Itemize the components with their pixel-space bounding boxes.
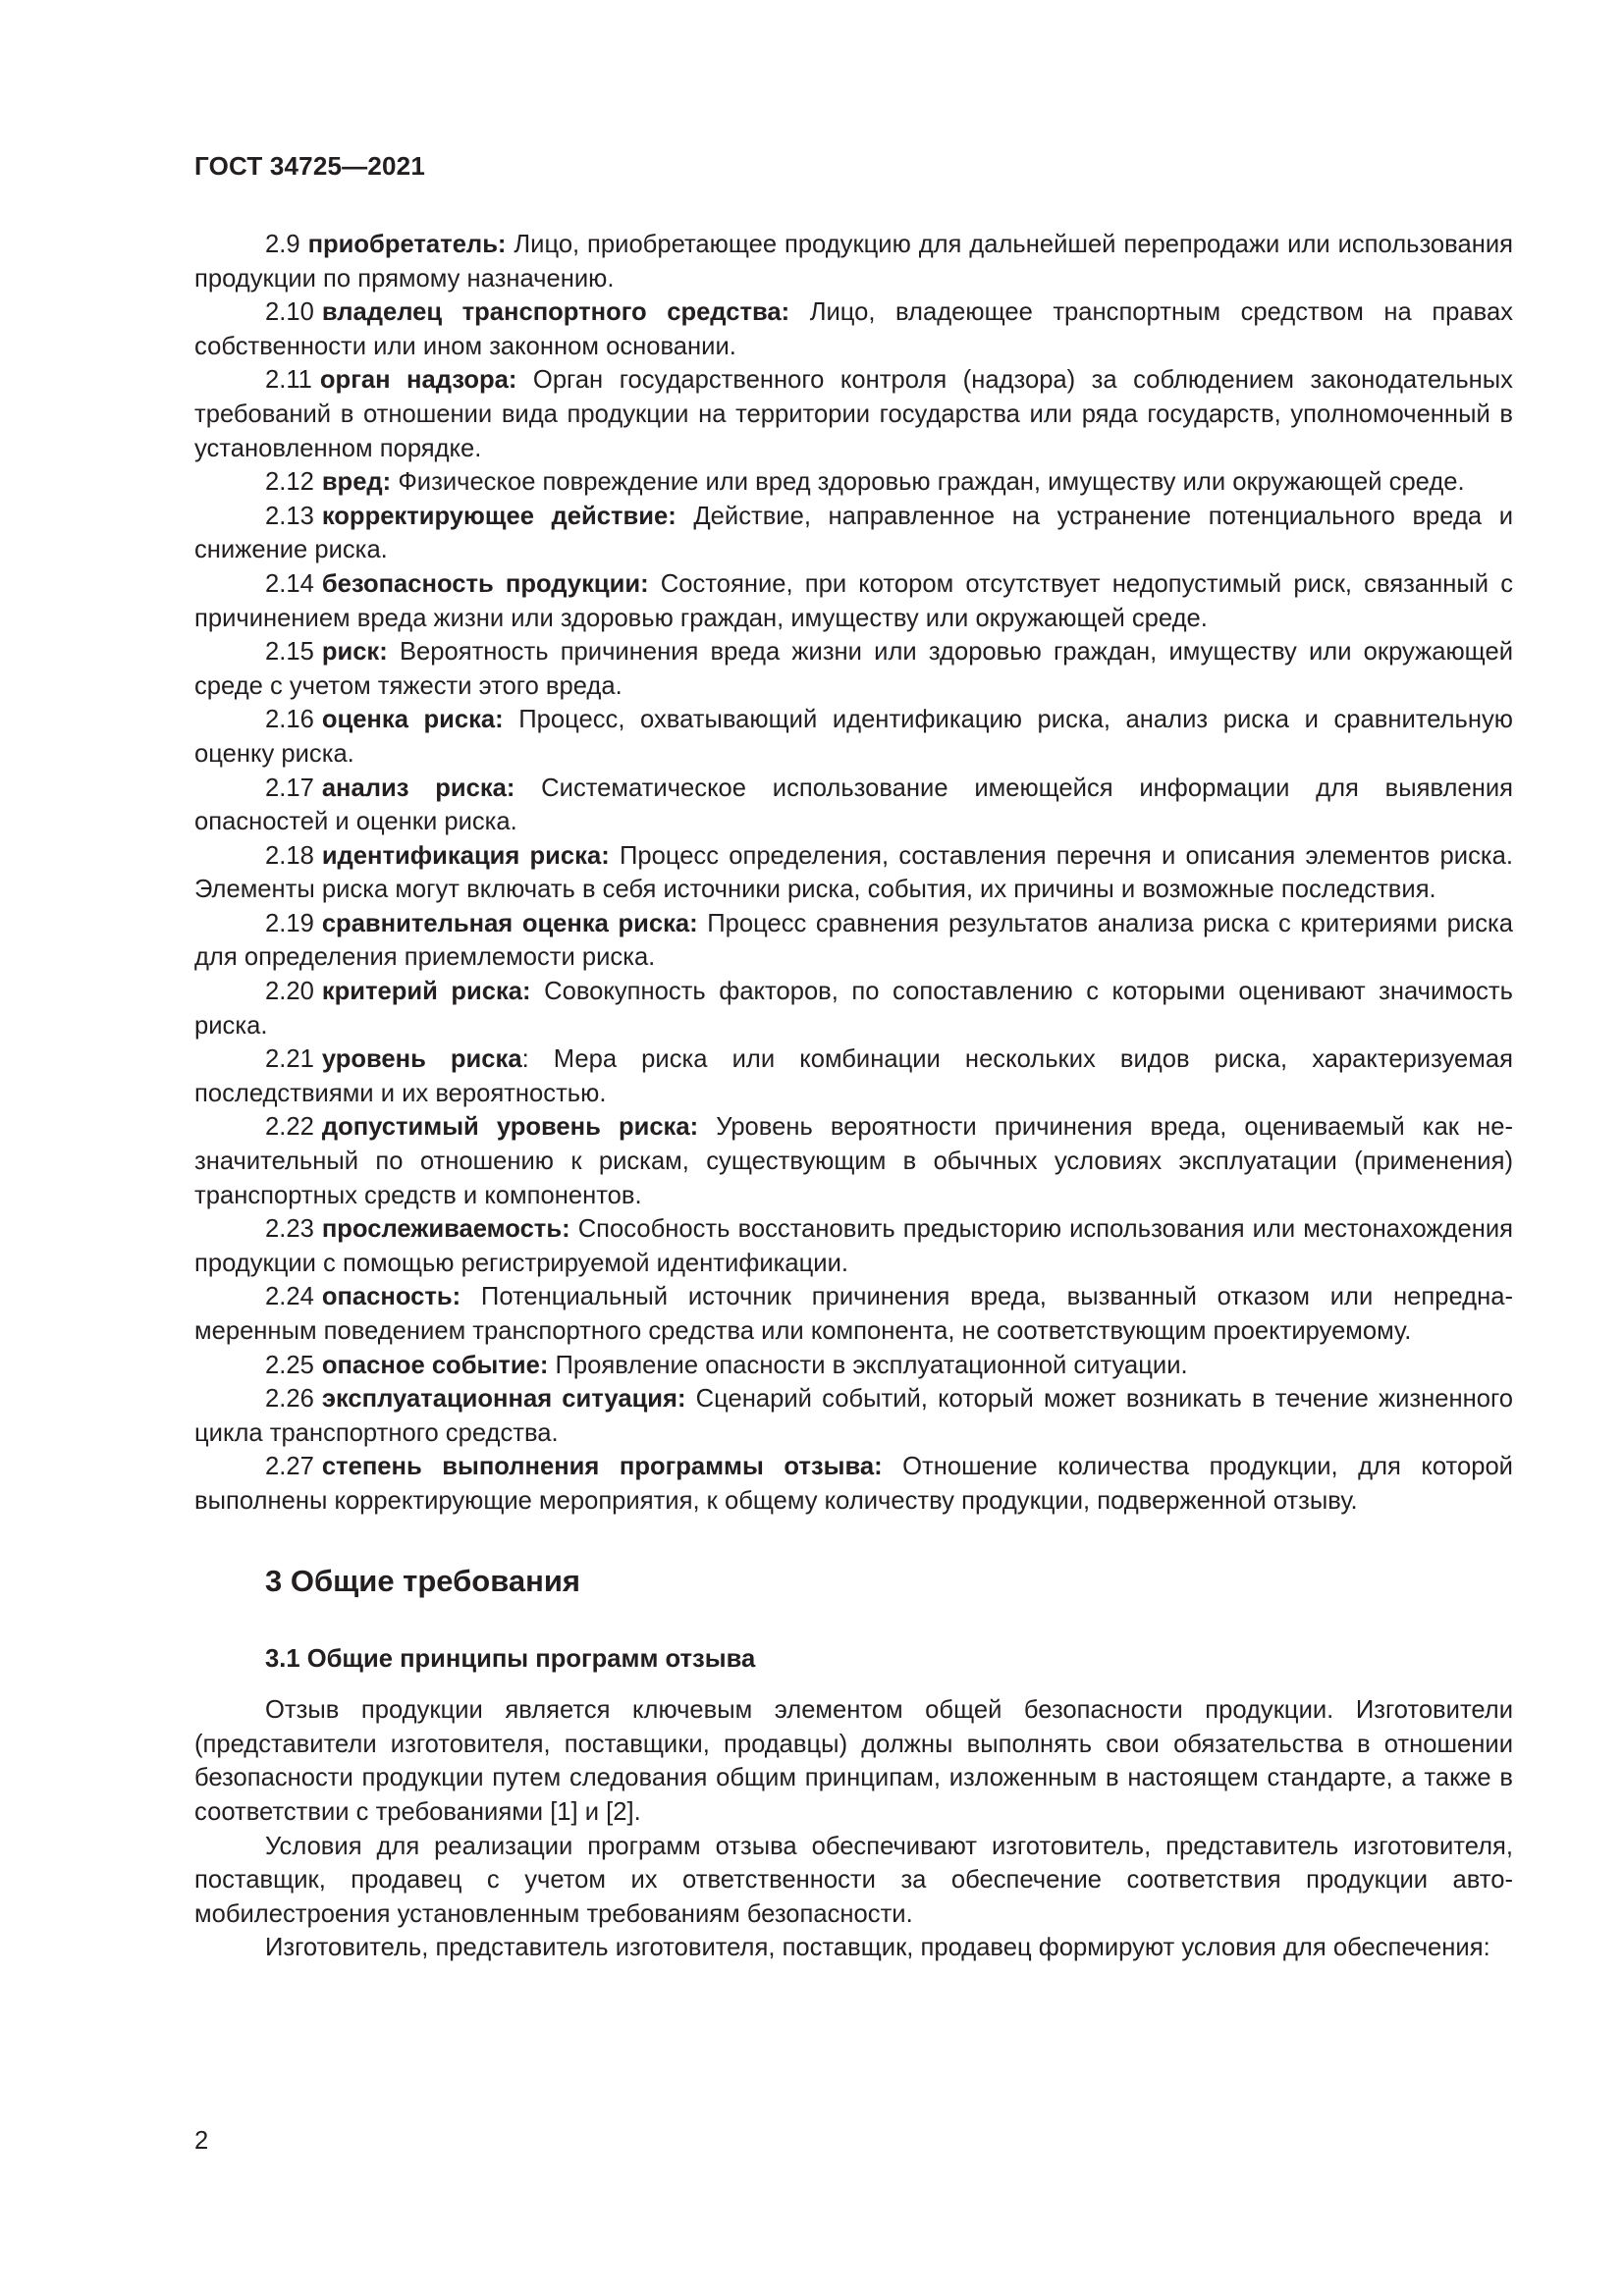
page-number: 2 — [194, 2127, 209, 2155]
term-entry — [194, 500, 1513, 567]
term-number: 2.13 — [265, 502, 314, 530]
term-definition: Процесс сравнения результатов анализа риска с критериями риска для определения приемлемости риска. — [194, 909, 1513, 972]
term-definition: Процесс определения, составления перечня и описания элементов риска. Элементы риска могут включать в себя источники риска, события, их причины и возможные последствия. — [194, 841, 1513, 904]
term-definition: Потенциальный источник причинения вреда, вызванный отказом или непреднамеренным поведением транспортного средства или компонента, не соответствующим проектируемому. — [194, 1283, 1513, 1345]
term-definition: Процесс, охватывающий идентификацию риска, анализ риска и сравнительную оценку риска. — [194, 706, 1513, 768]
term-definition: Лицо, приобретающее продукцию для дальнейшей перепродажи или использования продукции по прямому назначению. — [194, 231, 1513, 293]
term-definition: Лицо, владеющее транспортным средством на правах собственности или ином законном основании. — [194, 298, 1513, 360]
term-entry — [194, 363, 1513, 465]
term-entry — [194, 1042, 1513, 1110]
term-definition: Способность восстановить предысторию использования или местонахождения продукции с помощью регистрируемой идентификации. — [194, 1215, 1513, 1277]
term-number: 2.11 — [265, 366, 312, 395]
term-entry — [194, 1212, 1513, 1280]
term-name: владелец транспортного средства: — [321, 298, 790, 327]
term-number: 2.26 — [265, 1385, 314, 1414]
term-number: 2.27 — [265, 1453, 314, 1481]
term-name: оценка риска: — [321, 706, 504, 734]
term-number: 2.23 — [265, 1215, 314, 1244]
document-body — [194, 228, 1513, 1965]
term-name: сравнительная оценка риска: — [321, 909, 698, 937]
body-paragraph: Отзыв продукции является ключевым элементом общей безопасности продукции. Изготовители (представители изготовителя, поставщики, продавцы) должны выполнять свои обязательства в отношении безопасности продукции путем следования общим принципам, изложенным в настоящем стандарте, а также в соответствии с требованиями [1] и [2]. — [194, 1696, 1513, 1826]
term-definition: Физическое повреждение или вред здоровью граждан, имуществу или окружающей среде. — [398, 468, 1465, 497]
term-name: опасность: — [321, 1283, 461, 1311]
term-definition: Уровень вероятности причинения вреда, оцениваемый как незначительный по отношению к рискам, существующим в обычных условиях эксплуатации (применения) транспортных средств и компонентов. — [194, 1113, 1513, 1209]
section-title: 3 Общие требования — [265, 1563, 580, 1598]
term-name: безопасность продукции: — [321, 569, 649, 598]
term-definition: Систематическое использование имеющейся информации для выявления опасностей и оценки риска. — [194, 774, 1513, 836]
term-number: 2.20 — [265, 978, 314, 1006]
term-number: 2.14 — [265, 569, 314, 598]
term-entry — [194, 1280, 1513, 1348]
term-name: орган надзора: — [319, 366, 517, 395]
term-entry — [194, 839, 1513, 907]
term-name: степень выполнения программы отзыва: — [321, 1453, 883, 1481]
term-definition: Проявление опасности в эксплуатационной ситуации. — [555, 1351, 1188, 1379]
body-paragraph: Условия для реализации программ отзыва обеспечивают изготовитель, представитель изготовителя, поставщик, продавец с учетом их ответственности за обеспечение соответствия продукции автомобилестроения установленным требованиям безопасности. — [194, 1832, 1513, 1928]
term-definition: Действие, направленное на устранение потенциального вреда и снижение риска. — [194, 502, 1513, 564]
term-number: 2.18 — [265, 841, 314, 870]
term-name: допустимый уровень риска: — [321, 1113, 699, 1142]
term-number: 2.9 — [265, 231, 300, 258]
term-number: 2.19 — [265, 909, 314, 937]
term-number: 2.10 — [265, 298, 314, 327]
term-entry — [194, 1110, 1513, 1212]
term-entry — [194, 975, 1513, 1042]
term-number: 2.17 — [265, 774, 314, 802]
term-definition: Совокупность факторов, по сопоставлению с которыми оценивают значимость риска. — [194, 978, 1513, 1040]
term-entry — [194, 772, 1513, 839]
term-entry — [194, 703, 1513, 771]
term-name: приобретатель: — [307, 231, 507, 258]
term-name: прослеживаемость: — [321, 1215, 570, 1244]
term-definition: Орган государственного контроля (надзора) за соблюдением законодательных требований в отношении вида продукции на территории государства или ряда государств, уполномоченный в установленном порядке. — [194, 366, 1513, 462]
term-entry — [194, 1382, 1513, 1450]
term-entry — [194, 228, 1513, 295]
term-name: уровень риска — [321, 1045, 522, 1074]
term-name: эксплуатационная ситуация: — [321, 1385, 686, 1414]
term-definition: : Мера риска или комбинации нескольких видов риска, характеризуемая последствиями и их вероятностью. — [194, 1045, 1513, 1107]
term-entry — [194, 907, 1513, 975]
term-entry — [194, 635, 1513, 703]
term-entry — [194, 465, 1513, 500]
term-name: опасное событие: — [321, 1351, 549, 1379]
term-entry — [194, 1450, 1513, 1518]
term-name: риск: — [321, 638, 388, 667]
term-entry — [194, 567, 1513, 635]
term-name: идентификация риска: — [321, 841, 610, 870]
body-paragraph: Изготовитель, представитель изготовителя, поставщик, продавец формируют условия для обеспечения: — [265, 1934, 1490, 1962]
term-name: корректирующее действие: — [321, 502, 677, 530]
term-number: 2.21 — [265, 1045, 314, 1074]
term-name: анализ риска: — [321, 774, 515, 802]
term-definition: Сценарий событий, который может возникать в течение жизненного цикла транспортного средства. — [194, 1385, 1513, 1447]
term-number: 2.24 — [265, 1283, 314, 1311]
terms-list — [194, 228, 1513, 1519]
term-number: 2.16 — [265, 706, 314, 734]
term-number: 2.12 — [265, 468, 314, 497]
term-name: критерий риска: — [321, 978, 531, 1006]
term-name: вред: — [321, 468, 392, 497]
term-definition: Отношение количества продукции, для которой выполнены корректирующие мероприятия, к общему количеству продукции, подверженной отзыву. — [194, 1453, 1513, 1515]
document-header: ГОСТ 34725—2021 — [194, 151, 425, 181]
subsection-title: 3.1 Общие принципы программ отзыва — [265, 1644, 756, 1673]
term-entry — [194, 295, 1513, 363]
term-number: 2.22 — [265, 1113, 314, 1142]
term-number: 2.25 — [265, 1351, 314, 1379]
term-definition: Вероятность причинения вреда жизни или здоровью граждан, имуществу или окружающей среде с учетом тяжести этого вреда. — [194, 638, 1513, 700]
term-definition: Состояние, при котором отсутствует недопустимый риск, связанный с причинением вреда жизни или здоровью граждан, имуществу или окружающей среде. — [194, 569, 1513, 632]
term-entry — [194, 1349, 1513, 1383]
term-number: 2.15 — [265, 638, 314, 667]
